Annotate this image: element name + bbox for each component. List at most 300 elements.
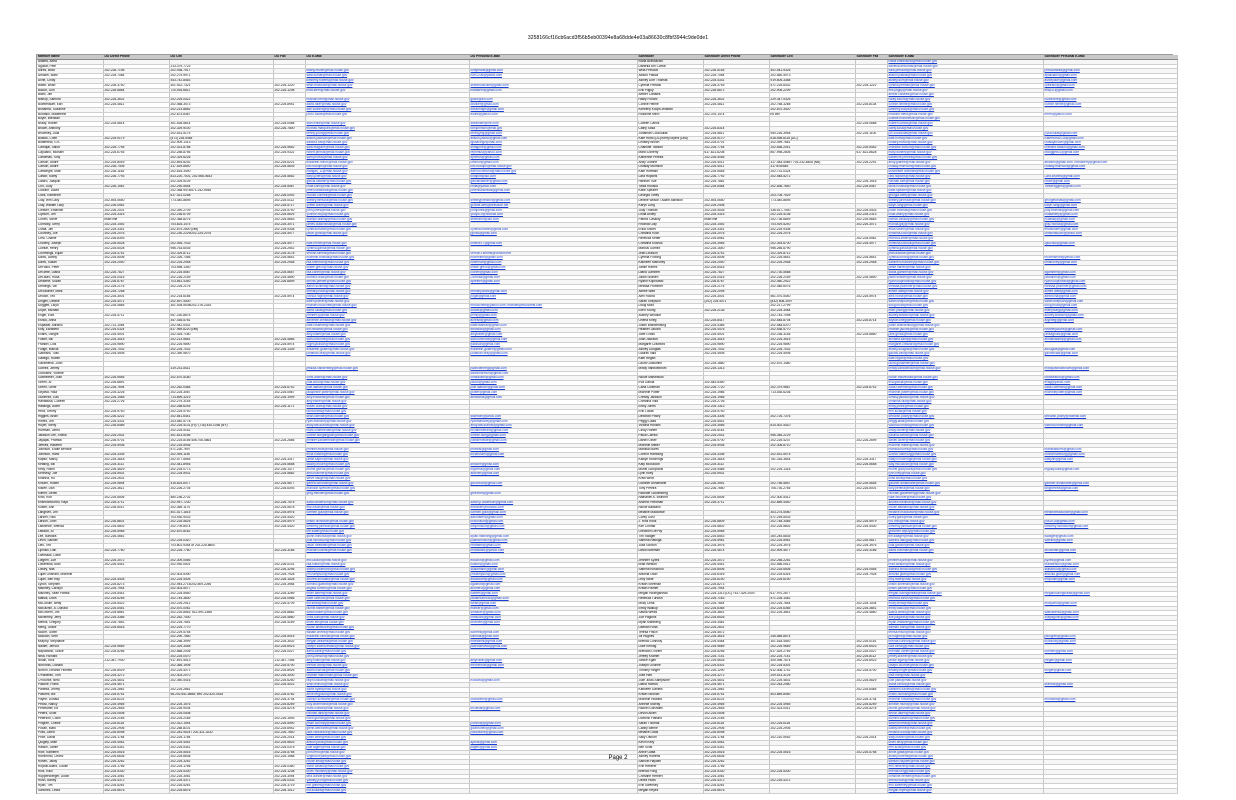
email-link[interactable]: john.jones@mail.house.gov bbox=[305, 208, 469, 213]
email-link[interactable]: sarah.baker@mail.house.gov bbox=[305, 611, 469, 616]
email-link[interactable]: michelleth@gmail.com bbox=[469, 256, 637, 261]
email-link[interactable]: achristi@gmail.com bbox=[469, 318, 637, 323]
email-link[interactable]: joseph.swerdzewski@mail.house.gov bbox=[305, 645, 469, 650]
email-link[interactable]: cathy.sosa@mail.house.gov bbox=[887, 126, 1043, 131]
email-link[interactable]: patrick.cassidy@mail.house.gov bbox=[887, 218, 1043, 223]
email-link[interactable]: ron.grimes@mail.house.gov bbox=[305, 784, 469, 789]
email-link[interactable]: marissa.bures@mail.house.gov bbox=[887, 448, 1043, 453]
email-link[interactable]: tim.nedwick@mail.house.gov bbox=[305, 328, 469, 333]
email-link[interactable]: gardner.annamarie@mail.house.gov bbox=[887, 481, 1043, 486]
email-link[interactable]: jennifer.ly@mail.house.gov bbox=[305, 314, 469, 319]
email-link[interactable]: jacqueline.potter@mail.house.gov bbox=[305, 390, 469, 395]
email-link[interactable]: dan.wuthridge@mail.house.gov bbox=[305, 107, 469, 112]
email-link[interactable]: lexy.nolte@mail.house.gov bbox=[887, 577, 1043, 582]
email-link[interactable]: cynthia.martin@mail.house.gov bbox=[305, 227, 469, 232]
email-link[interactable]: jeffrey.kramer@mail.house.gov bbox=[887, 654, 1043, 659]
email-link[interactable]: mchamberlain@gmail.com bbox=[469, 429, 637, 434]
email-link[interactable]: audrey.windsor@gmail.com bbox=[1043, 314, 1177, 319]
email-link[interactable]: kevinlee@gmail.com bbox=[469, 621, 637, 626]
email-link[interactable]: john.ferro@mail.house.gov bbox=[305, 750, 469, 755]
email-link[interactable]: jonathan.bray@gmail.com bbox=[469, 352, 637, 357]
email-link[interactable]: jtagen@gmail.com bbox=[469, 745, 637, 750]
email-link[interactable]: timothy.ringer@mail.house.gov bbox=[887, 669, 1043, 674]
email-link[interactable]: thomas.marquez@mail.house.gov bbox=[305, 126, 469, 131]
email-link[interactable]: daryl.jones@mail.house.gov bbox=[305, 174, 469, 179]
email-link[interactable]: julia.nicholson@mail.house.gov bbox=[305, 539, 469, 544]
email-link[interactable]: stanwhite@me.com bbox=[469, 122, 637, 127]
email-link[interactable]: kim.rudolph@mail.house.gov bbox=[305, 165, 469, 170]
email-link[interactable]: justin.brandenburg@mail.house.gov bbox=[887, 323, 1043, 328]
email-link[interactable]: steve.haugen@mail.house.gov bbox=[305, 477, 469, 482]
email-link[interactable]: tony.pereira@mail.house.gov bbox=[887, 486, 1043, 491]
email-link[interactable]: sabrina.ratinga@mail.house.gov bbox=[887, 539, 1043, 544]
email-link[interactable]: daniel.oliver@mail.house.gov bbox=[887, 438, 1043, 443]
email-link[interactable]: nicole.ainsworth@mail.house.gov bbox=[305, 625, 469, 630]
email-link[interactable]: paulina.carrillo@mail.house.gov bbox=[887, 433, 1043, 438]
email-link[interactable]: mwilliams@gmail.com bbox=[469, 640, 637, 645]
email-link[interactable]: julianicholson@gmail.com bbox=[469, 539, 637, 544]
email-link[interactable]: amy.edwards@mail.house.gov bbox=[305, 395, 469, 400]
email-link[interactable]: dbowman@gmail.com bbox=[1043, 549, 1177, 554]
email-link[interactable]: teresa.frisch@mail.house.gov bbox=[887, 630, 1043, 635]
email-link[interactable]: gdonovan@gmail.com bbox=[469, 481, 637, 486]
email-link[interactable]: elizabeth.minor@mail.house.gov bbox=[305, 160, 469, 165]
email-link[interactable]: megan.williams@mail.house.gov bbox=[305, 640, 469, 645]
email-link[interactable]: michelle.thomas@mail.house.gov bbox=[305, 256, 469, 261]
email-link[interactable]: cuffyreads@gmail.com bbox=[469, 69, 637, 74]
email-link[interactable]: antonia.gwin@gmail.com bbox=[1043, 573, 1177, 578]
email-link[interactable]: Lara.chanes@gmail.com bbox=[1043, 174, 1177, 179]
email-link[interactable]: adrienne.christian@mail.house.gov bbox=[305, 318, 469, 323]
email-link[interactable]: ashley.dorr@mail.house.gov bbox=[887, 78, 1043, 83]
email-link[interactable]: jennly@gmail.com bbox=[469, 314, 637, 319]
email-link[interactable]: kathleen.mahoney@mail.house.gov bbox=[887, 261, 1043, 266]
email-link[interactable]: pcassidy@gmail.com bbox=[1043, 218, 1177, 223]
email-link[interactable]: joshua.rogin@mail.house.gov bbox=[305, 294, 469, 299]
email-link[interactable]: DDfrosa@gmail.com bbox=[469, 275, 637, 280]
email-link[interactable]: tringer@gmail.com bbox=[1043, 669, 1177, 674]
email-link[interactable]: michelle.mittler@mail.house.gov bbox=[887, 443, 1043, 448]
email-link[interactable]: allyson.krieg@mail.house.gov bbox=[887, 318, 1043, 323]
email-link[interactable]: melissa.plummer@mail.house.gov bbox=[887, 285, 1043, 290]
email-link[interactable]: myah.mahlberg@mail.house.gov bbox=[887, 621, 1043, 626]
email-link[interactable]: shelley.johnston@mail.house.gov bbox=[887, 198, 1043, 203]
email-link[interactable]: ros.ross@mail.house.gov bbox=[887, 520, 1043, 525]
email-link[interactable]: david.diller@mail.house.gov bbox=[305, 102, 469, 107]
email-link[interactable]: andy.taft.dubrow@mail.house.gov bbox=[305, 424, 469, 429]
email-link[interactable]: sarah.shepson@gmail.com bbox=[1043, 299, 1177, 304]
email-link[interactable]: sean.mcduckie@mail.house.gov bbox=[305, 83, 469, 88]
email-link[interactable]: connorhamburg@gmail.com bbox=[1043, 453, 1177, 458]
email-link[interactable]: jeegan@gmail.com bbox=[1043, 659, 1177, 664]
email-link[interactable]: ptkatielubbock@gmail.com bbox=[469, 597, 637, 602]
email-link[interactable]: amy.elsner@mail.house.gov bbox=[305, 400, 469, 405]
email-link[interactable]: cynthia.furlong@mail.house.gov bbox=[887, 256, 1043, 261]
email-link[interactable]: ryanmahoney@gmail.com bbox=[469, 419, 637, 424]
email-link[interactable]: smoore@gmail.com bbox=[469, 462, 637, 467]
email-link[interactable]: kathleen.daniels@mail.house.gov bbox=[887, 688, 1043, 693]
email-link[interactable]: colleen.carlos@mail.house.gov bbox=[887, 122, 1043, 127]
email-link[interactable]: dylan.manning@gmail.com bbox=[469, 534, 637, 539]
email-link[interactable]: connie.helme@mail.house.gov bbox=[887, 102, 1043, 107]
email-link[interactable]: lindsey.brown@mail.house.gov bbox=[887, 141, 1043, 146]
email-link[interactable]: chrissy.jackson@mail.house.gov bbox=[887, 395, 1043, 400]
email-link[interactable]: linda.shim@mail.house.gov bbox=[305, 184, 469, 189]
email-link[interactable]: samuel.hayden@mail.house.gov bbox=[887, 760, 1043, 765]
email-link[interactable]: amy.baker@mail.house.gov bbox=[305, 333, 469, 338]
email-link[interactable]: erin.heberer@mail.house.gov bbox=[887, 764, 1043, 769]
email-link[interactable]: sally.osborn@mail.house.gov bbox=[887, 736, 1043, 741]
email-link[interactable]: ivana.brancaccio@mail.house.gov bbox=[887, 59, 1043, 64]
email-link[interactable]: sabrina@gmail.com bbox=[1043, 539, 1177, 544]
email-link[interactable]: karyn.long@gmail.com bbox=[1043, 203, 1177, 208]
email-link[interactable]: lindaantley@gmail.com bbox=[1043, 213, 1177, 218]
email-link[interactable]: mindyvanboekhom@gmail.com bbox=[1043, 366, 1177, 371]
email-link[interactable]: kate.hurst@mail.house.gov bbox=[887, 136, 1043, 141]
email-link[interactable]: allison.jarus@mail.house.gov bbox=[305, 740, 469, 745]
email-link[interactable]: mary.doherty@mail.house.gov bbox=[887, 150, 1043, 155]
email-link[interactable]: TaniaHiggins@gmail.com bbox=[1043, 184, 1177, 189]
email-link[interactable]: victoria.honard@gmail.com bbox=[1043, 424, 1177, 429]
email-link[interactable]: muriel.golopoolis@mail.house.gov bbox=[887, 467, 1043, 472]
email-link[interactable]: athatch@gmail.com, heboiberry@gmail.com bbox=[1043, 160, 1177, 165]
email-link[interactable]: nmalvestuto@gmail.com bbox=[1043, 376, 1177, 381]
email-link[interactable]: jessica.vanderberg@mail.house.gov bbox=[305, 366, 469, 371]
email-link[interactable]: nate.brunner@mail.house.gov bbox=[887, 496, 1043, 501]
email-link[interactable]: kimjohnson@gmail.com bbox=[469, 525, 637, 530]
email-link[interactable]: knicholson@gmail.com bbox=[469, 520, 637, 525]
email-link[interactable]: karen.pichler@mail.house.gov bbox=[305, 299, 469, 304]
email-link[interactable]: kmahoney@gmail.com bbox=[1043, 261, 1177, 266]
email-link[interactable]: aaron.schmitt@mail.house.gov bbox=[305, 285, 469, 290]
email-link[interactable]: bcunnolly@gmail.com bbox=[1043, 640, 1177, 645]
email-link[interactable]: sarah.anderson@mail.house.gov bbox=[305, 501, 469, 506]
email-link[interactable]: julia.gordon@mail.house.gov bbox=[887, 544, 1043, 549]
email-link[interactable]: christina.koch@mail.house.gov bbox=[887, 232, 1043, 237]
email-link[interactable]: dominic.diaz@mail.house.gov bbox=[305, 275, 469, 280]
email-link[interactable]: mnabolsto@yahoo.com bbox=[469, 549, 637, 554]
email-link[interactable]: erin.lucas@mail.house.gov bbox=[887, 409, 1043, 414]
email-link[interactable]: audrey.windsor@mail.house.gov bbox=[887, 314, 1043, 319]
email-link[interactable]: melissa.plummer@gmail.com bbox=[1043, 285, 1177, 290]
email-link[interactable]: kristin.noonan@mail.house.gov bbox=[887, 692, 1043, 697]
email-link[interactable]: michael.collins@mail.house.gov bbox=[305, 549, 469, 554]
email-link[interactable]: kevin.kelly@mail.house.gov bbox=[887, 740, 1043, 745]
email-link[interactable]: kaitlyn.hutchings@mail.house.gov bbox=[887, 457, 1043, 462]
email-link[interactable]: christinakoch@yahoo.com bbox=[1043, 232, 1177, 237]
email-link[interactable]: jillshanen@gmail.com bbox=[1043, 275, 1177, 280]
email-link[interactable]: kate.mehle@mail.house.gov bbox=[305, 242, 469, 247]
email-link[interactable]: tonypereira@gmail.com bbox=[1043, 486, 1177, 491]
email-link[interactable]: anneke.murray@mail.house.gov bbox=[887, 702, 1043, 707]
email-link[interactable]: dramos@gmail.com bbox=[1043, 683, 1177, 688]
email-link[interactable]: tara.oursler@mail.house.gov bbox=[305, 774, 469, 779]
email-link[interactable]: gowo@aol.com bbox=[469, 98, 637, 103]
email-link[interactable]: mhoward@gmail.com bbox=[1043, 697, 1177, 702]
email-link[interactable]: sebmarsh@aol.com bbox=[469, 218, 637, 223]
email-link[interactable]: hitule@gmail.com bbox=[1043, 179, 1177, 184]
email-link[interactable]: peter.karafotias@mail.house.gov bbox=[305, 189, 469, 194]
email-link[interactable]: aimee.watt@mail.house.gov bbox=[887, 290, 1043, 295]
email-link[interactable]: devon.aiken@mail.house.gov bbox=[887, 712, 1043, 717]
email-link[interactable]: ericashoen@gmail.com bbox=[1043, 227, 1177, 232]
email-link[interactable]: zoepagonis@gmail.com bbox=[1043, 616, 1177, 621]
email-link[interactable]: rebecca.ketter@mail.house.gov bbox=[887, 237, 1043, 242]
email-link[interactable]: allison.palicia@mail.house.gov bbox=[887, 74, 1043, 79]
email-link[interactable]: annalea.kamp@mail.house.gov bbox=[887, 338, 1043, 343]
email-link[interactable]: rosanne.mero@mail.house.gov bbox=[887, 112, 1043, 117]
email-link[interactable]: kimberly.roberts@mail.house.gov bbox=[305, 78, 469, 83]
email-link[interactable]: hannah.lantz@mail.house.gov bbox=[305, 712, 469, 717]
email-link[interactable]: evag@yahoo.com bbox=[1043, 381, 1177, 386]
email-link[interactable]: gretchen.depoy@mail.house.gov bbox=[887, 529, 1043, 534]
email-link[interactable]: brooke.connell@mail.house.gov bbox=[305, 194, 469, 199]
email-link[interactable]: allykrieg@gmail.com bbox=[1043, 318, 1177, 323]
email-link[interactable]: aimee.watt@gmail.com bbox=[1043, 290, 1177, 295]
email-link[interactable]: cindy.hunter@mail.house.gov bbox=[887, 429, 1043, 434]
email-link[interactable]: melanie.dodd@mail.house.gov bbox=[887, 731, 1043, 736]
email-link[interactable]: katy.mcculloch@mail.house.gov bbox=[887, 462, 1043, 467]
email-link[interactable]: chrisaustin@gmail.com bbox=[469, 376, 637, 381]
email-link[interactable]: carla.coleman@mail.house.gov bbox=[887, 385, 1043, 390]
email-link[interactable]: james.walkinshaw@mail.house.gov bbox=[305, 222, 469, 227]
email-link[interactable]: margaret.crawford@mail.house.gov bbox=[887, 342, 1043, 347]
email-link[interactable]: julie.laatsch@gmail.com bbox=[469, 385, 637, 390]
email-link[interactable]: adouglas@gmail.com bbox=[1043, 347, 1177, 352]
email-link[interactable]: tsean@gmail.com bbox=[469, 601, 637, 606]
email-link[interactable]: hulfordfire@gmail.com bbox=[1043, 98, 1177, 103]
email-link[interactable]: jsyzek@gmail.com bbox=[1043, 558, 1177, 563]
email-link[interactable]: victor.castillo@mail.house.gov bbox=[305, 764, 469, 769]
email-link[interactable]: jean.dickson@mail.house.gov bbox=[887, 251, 1043, 256]
email-link[interactable]: linda.antley@mail.house.gov bbox=[887, 213, 1043, 218]
email-link[interactable]: Mdoggett31@gmail.com bbox=[1043, 150, 1177, 155]
email-link[interactable]: allison.jackso@gmail.com bbox=[469, 136, 637, 141]
email-link[interactable]: rjackson@gmail.com bbox=[469, 342, 637, 347]
email-link[interactable]: jose.hart@mail.house.gov bbox=[887, 673, 1043, 678]
email-link[interactable]: jpotter@gmail.com bbox=[469, 390, 637, 395]
email-link[interactable]: susan.clark@mail.house.gov bbox=[305, 405, 469, 410]
email-link[interactable]: sasha.weiss@mail.house.gov bbox=[887, 611, 1043, 616]
email-link[interactable]: arthur.tanner@mail.house.gov bbox=[305, 472, 469, 477]
email-link[interactable]: ashley.roberts@mail.house.gov bbox=[887, 755, 1043, 760]
email-link[interactable]: john.johnson@mail.house.gov bbox=[305, 654, 469, 659]
email-link[interactable]: christine.herbert@mail.house.gov bbox=[887, 774, 1043, 779]
email-link[interactable]: sarah.p.anderson@gmail.com bbox=[469, 501, 637, 506]
email-link[interactable]: georgetobias@gmail.com bbox=[1043, 198, 1177, 203]
email-link[interactable]: fgshavingz@mail.com bbox=[469, 141, 637, 146]
email-link[interactable]: connie.helme@gmail.com bbox=[1043, 102, 1177, 107]
email-link[interactable]: joseph.oconne@mail.house.gov bbox=[887, 664, 1043, 669]
email-link[interactable]: katie.spearer@mail.house.gov bbox=[887, 189, 1043, 194]
email-link[interactable]: jsvanderberg@gmail.com bbox=[469, 366, 637, 371]
email-link[interactable]: ksrchester.hoffman@mail.house.gov bbox=[887, 170, 1043, 175]
email-link[interactable]: david.lucas@mail.house.gov bbox=[305, 309, 469, 314]
email-link[interactable]: sara.maguire@mail.house.gov bbox=[305, 146, 469, 151]
email-link[interactable]: gaurav.vaid@mail.house.gov bbox=[887, 352, 1043, 357]
email-link[interactable]: rlockard@gmail.com bbox=[469, 678, 637, 683]
email-link[interactable]: mindy.vanboekhom@mail.house.gov bbox=[887, 366, 1043, 371]
email-link[interactable]: stan.white@mail.house.gov bbox=[305, 122, 469, 127]
email-link[interactable]: lexynolte@gmail.com bbox=[1043, 577, 1177, 582]
email-link[interactable]: elizabeth.golden@mail.house.gov bbox=[305, 347, 469, 352]
email-link[interactable]: glenn.wavrunek@mail.house.gov bbox=[305, 726, 469, 731]
email-link[interactable]: amybaker@gmail.com bbox=[469, 333, 637, 338]
email-link[interactable]: ryann.koprowski@mail.house.gov bbox=[887, 280, 1043, 285]
email-link[interactable]: kimberly.koops@mail.house.gov bbox=[887, 107, 1043, 112]
email-link[interactable]: kristie.greco@gmail.com bbox=[469, 266, 637, 271]
email-link[interactable]: janeagross@gmail.com bbox=[1043, 333, 1177, 338]
email-link[interactable]: jane.gross@mail.house.gov bbox=[887, 333, 1043, 338]
email-link[interactable]: vernon.simms@mail.house.gov bbox=[305, 251, 469, 256]
email-link[interactable]: cynthia.garcia@mail.house.gov bbox=[305, 246, 469, 251]
email-link[interactable]: amber.canales@mail.house.gov bbox=[887, 93, 1043, 98]
email-link[interactable]: emily.jones@mail.house.gov bbox=[887, 405, 1043, 410]
email-link[interactable]: greg.mecher@mail.house.gov bbox=[305, 491, 469, 496]
email-link[interactable]: KateHurst2018@gmail.com bbox=[1043, 136, 1177, 141]
email-link[interactable]: petenkarafotias@gmail.com bbox=[469, 189, 637, 194]
email-link[interactable]: nicole.seid@mail.house.gov bbox=[305, 760, 469, 765]
email-link[interactable]: skaufmann@gmail.com bbox=[469, 568, 637, 573]
email-link[interactable]: quinn.minchull@mail.house.gov bbox=[305, 534, 469, 539]
email-link[interactable]: lynn.riley@mail.house.gov bbox=[887, 472, 1043, 477]
email-link[interactable]: haley.fulford@mail.house.gov bbox=[887, 98, 1043, 103]
email-link[interactable]: apalicia89@gmail.com bbox=[1043, 74, 1177, 79]
email-link[interactable]: nicole.balbiano@mail.house.gov bbox=[887, 505, 1043, 510]
email-link[interactable]: doug.mold@mail.house.gov bbox=[887, 304, 1043, 309]
email-link[interactable]: meganhollingshead@gmail.com bbox=[1043, 592, 1177, 597]
email-link[interactable]: elizabeth.golden@gmail.com bbox=[469, 347, 637, 352]
email-link[interactable]: allison.jackson@mail.house.gov bbox=[305, 136, 469, 141]
email-link[interactable]: mercer.wolf@mail.house.gov bbox=[305, 664, 469, 669]
email-link[interactable]: brenda.fong@mail.house.gov bbox=[887, 769, 1043, 774]
email-link[interactable]: eluinfl@yahoo.com bbox=[469, 112, 637, 117]
email-link[interactable]: kimberly.johnson@mail.house.gov bbox=[887, 525, 1043, 530]
email-link[interactable]: rachel.barker@mail.house.gov bbox=[305, 606, 469, 611]
email-link[interactable]: rbarker@gmail.com bbox=[469, 606, 637, 611]
email-link[interactable]: jvancleave@gmail.com bbox=[469, 731, 637, 736]
email-link[interactable]: kate.rossman@mail.house.gov bbox=[305, 323, 469, 328]
email-link[interactable]: erik.olson@mail.house.gov bbox=[305, 505, 469, 510]
email-link[interactable]: tswager@gmail.com bbox=[1043, 534, 1177, 539]
email-link[interactable]: sara.kumar@mail.house.gov bbox=[305, 74, 469, 79]
email-link[interactable]: lisa.sutton@mail.house.gov bbox=[305, 563, 469, 568]
email-link[interactable]: david.hyatt@mail.house.gov bbox=[305, 688, 469, 693]
email-link[interactable]: brenda.cunnolly@mail.house.gov bbox=[887, 640, 1043, 645]
email-link[interactable]: julie.justo@mail.house.gov bbox=[887, 678, 1043, 683]
email-link[interactable]: andrew.stoddard@mail.house.gov bbox=[305, 577, 469, 582]
email-link[interactable]: robin.gunning@mail.house.gov bbox=[305, 716, 469, 721]
email-link[interactable]: smbaker@gmail.com bbox=[469, 611, 637, 616]
email-link[interactable]: lcohen@gmail.com bbox=[469, 270, 637, 275]
email-link[interactable]: kristin.sheehan@mail.house.gov bbox=[887, 582, 1043, 587]
email-link[interactable]: dgambrel@gmail.com bbox=[1043, 270, 1177, 275]
email-link[interactable]: cjkochuk@gmail.com bbox=[1043, 242, 1177, 247]
email-link[interactable]: emily.walkup@mail.house.gov bbox=[887, 606, 1043, 611]
email-link[interactable]: yboyd19@hotmail.com bbox=[469, 213, 637, 218]
email-link[interactable]: lisa.sherman@mail.house.gov bbox=[305, 261, 469, 266]
email-link[interactable]: dominic.fassino@mail.house.gov bbox=[887, 716, 1043, 721]
email-link[interactable]: willa.prescott@mail.house.gov bbox=[887, 69, 1043, 74]
email-link[interactable]: doug.mold@gmail.com bbox=[1043, 304, 1177, 309]
email-link[interactable]: cynthia.garcia@mail.house.gov bbox=[887, 246, 1043, 251]
email-link[interactable]: astoddard@gmail.com bbox=[469, 577, 637, 582]
email-link[interactable]: garciacastner@gmail.com bbox=[469, 179, 637, 184]
email-link[interactable]: heatherjacobs@gmail.com bbox=[1043, 328, 1177, 333]
email-link[interactable]: daniella.delcomal@mail.house.gov bbox=[887, 64, 1043, 69]
email-link[interactable]: heather.marchman@mail.house.gov bbox=[305, 673, 469, 678]
email-link[interactable]: zoe.pagonis@mail.house.gov bbox=[887, 616, 1043, 621]
email-link[interactable]: mark.chamberlain@mail.house.gov bbox=[305, 429, 469, 434]
email-link[interactable]: garrett.donovan@mail.house.gov bbox=[305, 481, 469, 486]
email-link[interactable]: carla.coleman@gmail.com bbox=[1043, 385, 1177, 390]
email-link[interactable]: tim.swager@mail.house.gov bbox=[887, 534, 1043, 539]
email-link[interactable]: davidmorrison@gmail.com bbox=[469, 371, 637, 376]
email-link[interactable]: kennyyng@gmail.com bbox=[469, 131, 637, 136]
email-link[interactable]: janice.egan@mail.house.gov bbox=[887, 659, 1043, 664]
email-link[interactable]: ralph.lockard@mail.house.gov bbox=[305, 678, 469, 683]
email-link[interactable]: aromero@gmail.com bbox=[469, 587, 637, 592]
email-link[interactable]: mollycena@gmail.com bbox=[1043, 601, 1177, 606]
email-link[interactable]: michelle.howard@mail.house.gov bbox=[887, 697, 1043, 702]
email-link[interactable]: sarah.shepson@mail.house.gov bbox=[887, 299, 1043, 304]
email-link[interactable]: adam.nichols@mail.house.gov bbox=[305, 669, 469, 674]
email-link[interactable]: mcchrismith@yahoo.com bbox=[1043, 256, 1177, 261]
email-link[interactable]: jon.coucoulas@mail.house.gov bbox=[887, 131, 1043, 136]
email-link[interactable]: lara.hopkins@mail.house.gov bbox=[887, 174, 1043, 179]
email-link[interactable]: jconnolly@gmail.com bbox=[469, 721, 637, 726]
email-link[interactable]: virginia.bryant@mail.house.gov bbox=[305, 755, 469, 760]
email-link[interactable]: kalbert@gmail.com bbox=[469, 592, 637, 597]
email-link[interactable]: lindsay.morrison@gmail.com bbox=[1043, 165, 1177, 170]
email-link[interactable]: lsutton@gmail.com bbox=[469, 563, 637, 568]
email-link[interactable]: sam.primus@mail.house.gov bbox=[305, 155, 469, 160]
email-link[interactable]: hannah.tule@mail.house.gov bbox=[887, 179, 1043, 184]
email-link[interactable]: neatfaith@gmail.com bbox=[469, 544, 637, 549]
email-link[interactable]: vernon.t.simms@verizon.net bbox=[469, 251, 637, 256]
email-link[interactable]: erica.shoen@mail.house.gov bbox=[887, 227, 1043, 232]
email-link[interactable]: cpetrafio@gmail.com bbox=[1043, 83, 1177, 88]
email-link[interactable]: lisa.cohen@mail.house.gov bbox=[305, 270, 469, 275]
email-link[interactable]: deborah.posey@mail.house.gov bbox=[887, 414, 1043, 419]
email-link[interactable]: katerossman@gmail.com bbox=[469, 323, 637, 328]
email-link[interactable]: lzminor@gmail.com bbox=[469, 160, 637, 165]
email-link[interactable]: yvonne.boyd@mail.house.gov bbox=[305, 213, 469, 218]
email-link[interactable]: melanie.macklowe@mail.house.gov bbox=[887, 510, 1043, 515]
email-link[interactable]: marissabures@gmail.com bbox=[1043, 448, 1177, 453]
email-link[interactable]: julie.laatsch@mail.house.gov bbox=[305, 385, 469, 390]
email-link[interactable]: atanner@gmail.com bbox=[469, 472, 637, 477]
email-link[interactable]: garcia.castner@mail.house.gov bbox=[305, 179, 469, 184]
email-link[interactable]: lea.sulkala@mail.house.gov bbox=[305, 788, 469, 793]
email-link[interactable]: andy.guthrie@mail.house.gov bbox=[887, 160, 1043, 165]
email-link[interactable]: tnedwick@gmail.com bbox=[469, 328, 637, 333]
email-link[interactable]: gcrane.web@bellsouth.net bbox=[469, 203, 637, 208]
email-link[interactable]: kmehle17@gmail.com bbox=[469, 242, 637, 247]
email-link[interactable]: cschwartz@gmail.com bbox=[469, 697, 637, 702]
email-link[interactable]: jenmills@gmail.com bbox=[469, 448, 637, 453]
email-link[interactable]: jillian.shanen@mail.house.gov bbox=[887, 275, 1043, 280]
email-link[interactable]: cynthia.petrafio@mail.house.gov bbox=[887, 83, 1043, 88]
email-link[interactable]: matt.stern@mail.house.gov bbox=[305, 88, 469, 93]
email-link[interactable]: rachel.gonzales@mail.house.gov bbox=[887, 707, 1043, 712]
email-link[interactable]: alex.rocha@mail.house.gov bbox=[887, 294, 1043, 299]
email-link[interactable]: chris.kuhl@mail.house.gov bbox=[305, 616, 469, 621]
email-link[interactable]: dlucas@gmail.com bbox=[469, 309, 637, 314]
email-link[interactable]: laura.goldsmith@mail.house.gov bbox=[887, 362, 1043, 367]
email-link[interactable]: marilyn.dillihay@mail.house.gov bbox=[305, 218, 469, 223]
email-link[interactable]: rachael.goldenberg@mail.house.gov bbox=[887, 491, 1043, 496]
